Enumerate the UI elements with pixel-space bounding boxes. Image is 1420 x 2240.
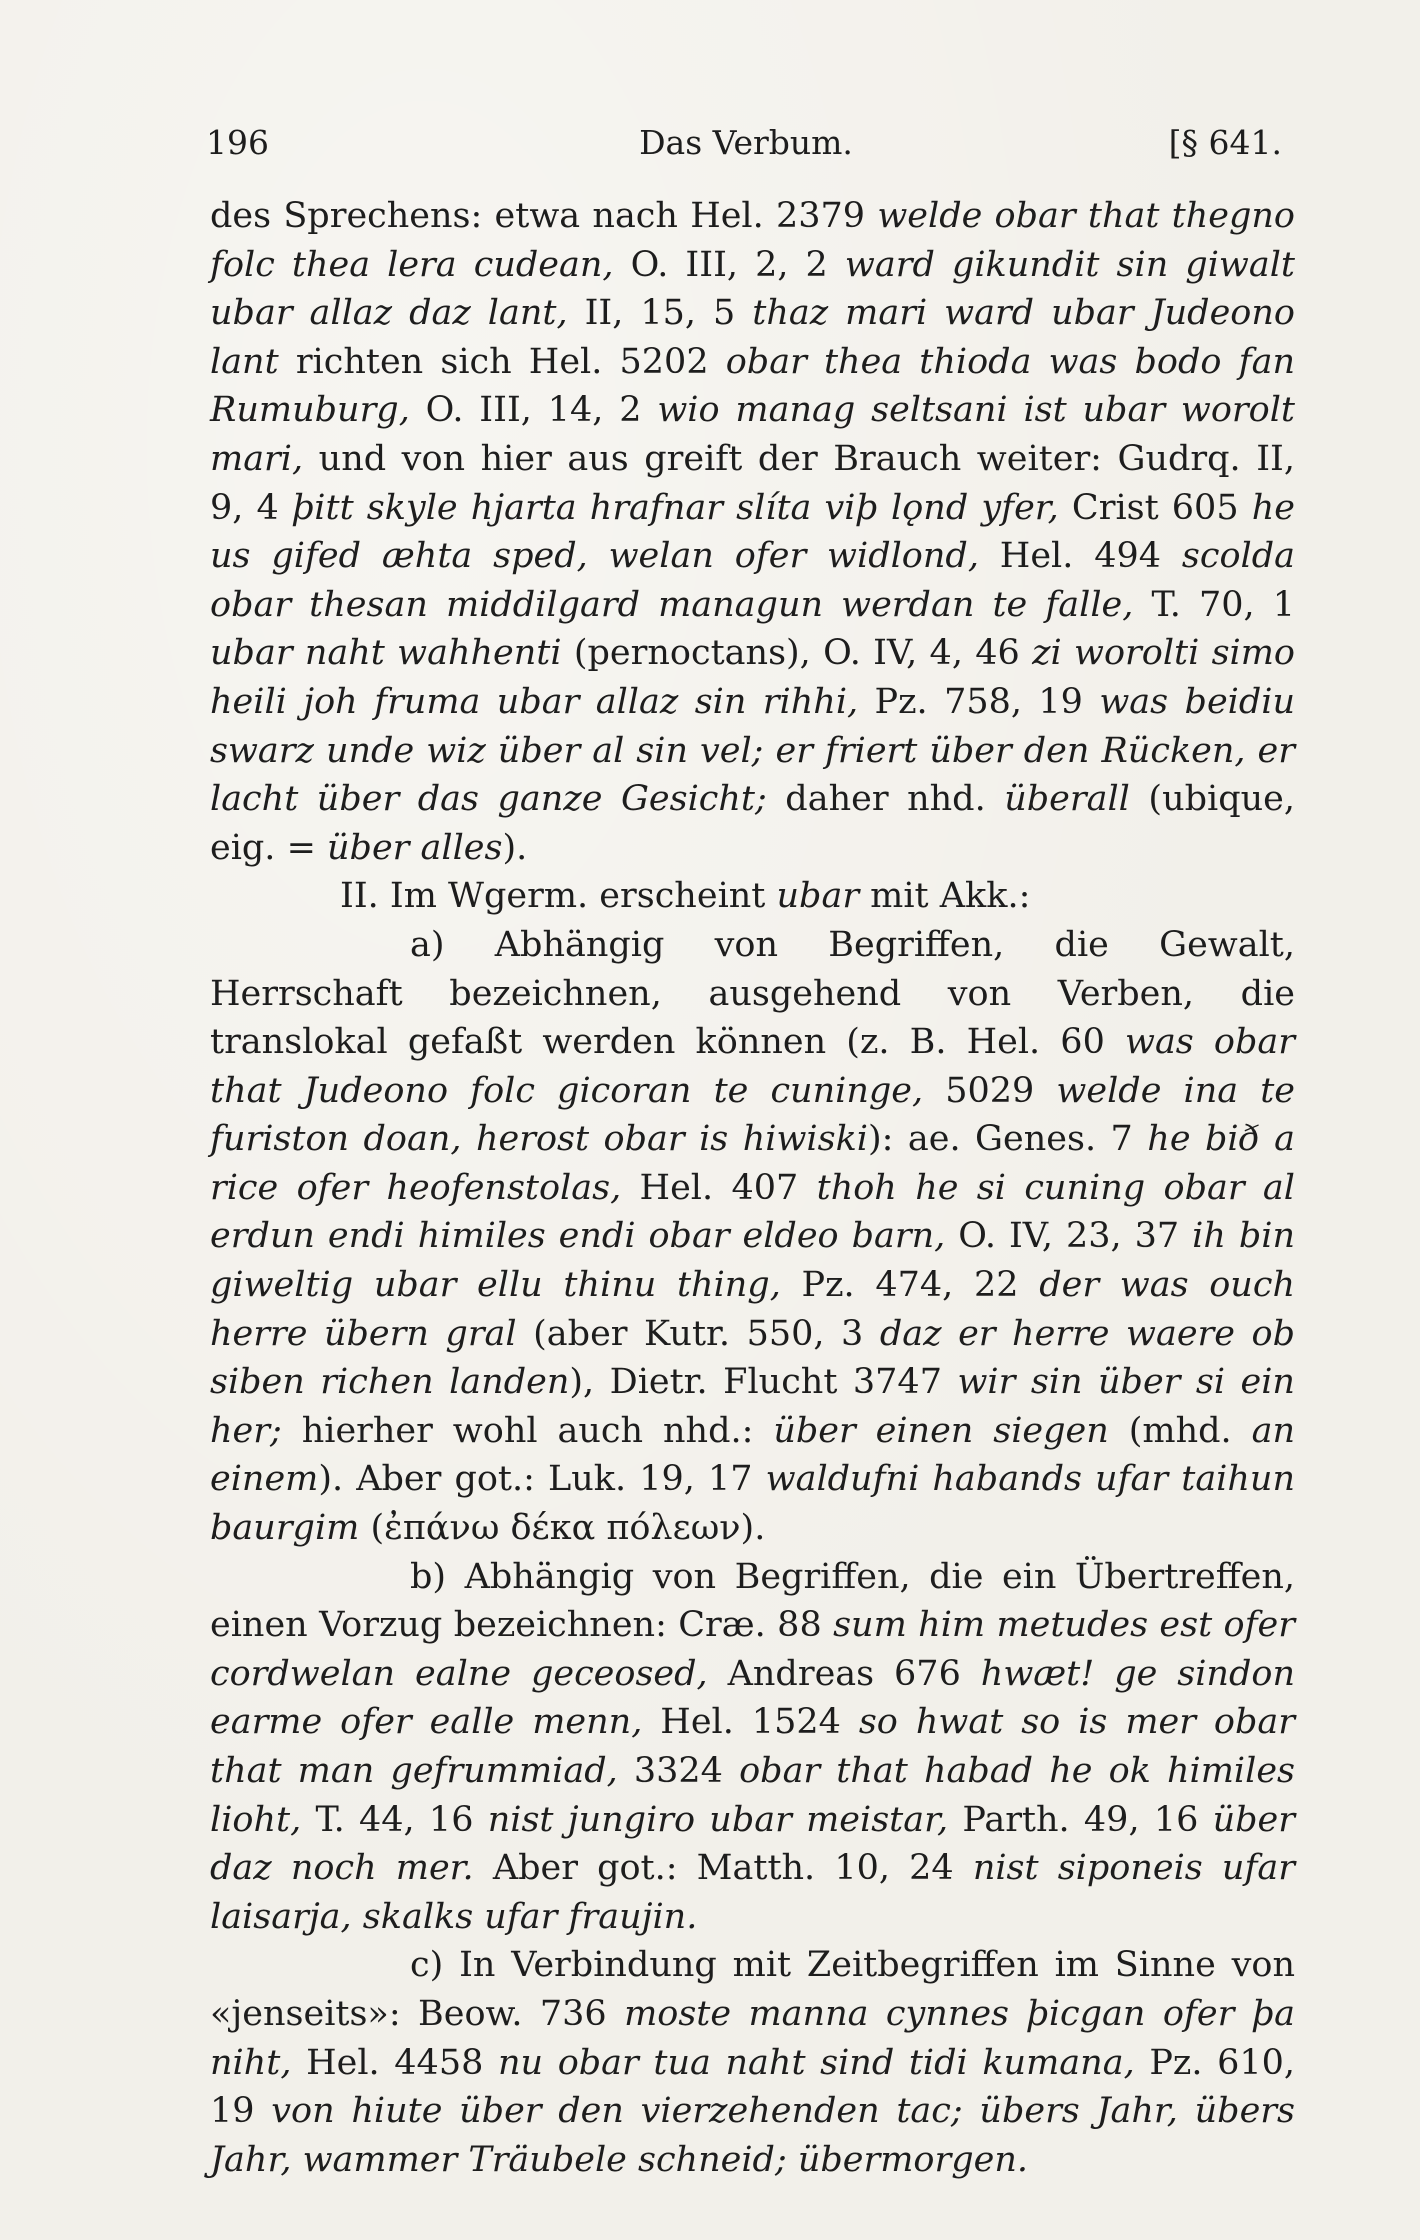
section-reference: [§ 641. [1168, 123, 1282, 162]
italic-quotation: hwæt! ge sindon earme ofer ealle menn, [210, 1653, 1295, 1743]
chapter-title: Das Verbum. [639, 123, 853, 162]
italic-quotation: he bið a rice ofer heofenstolas, [210, 1119, 1296, 1208]
italic-quotation: so hwat so is mer obar that man gefrummiad, [210, 1702, 1295, 1791]
text-run: hierher wohl auch nhd.: [281, 1410, 774, 1451]
text-run: c) In Verbindung mit Zeitbegriffen im Sinne von «jenseits»: Beow. 736 [210, 1945, 1295, 2034]
italic-quotation: he us gifed æhta sped, welan ofer widlond, [210, 487, 1295, 577]
italic-quotation: über daz noch mer. [210, 1799, 1295, 1889]
text-run: richten sich Hel. 5202 [278, 341, 726, 382]
body-text [210, 192, 1295, 2184]
paragraph-c [210, 1941, 1295, 2184]
italic-quotation: thoh he si cuning obar al erdun endi himiles endi obar eldeo barn, [210, 1167, 1295, 1257]
italic-quotation: obar thea thioda was bodo fan Rumuburg, [210, 341, 1295, 431]
paragraph-continuation [210, 192, 1295, 872]
text-run: ). [502, 827, 528, 868]
text-run: (ubique, eig. = [210, 779, 1295, 868]
text-run: Hel. 4458 [291, 2042, 498, 2083]
text-run: O. III, 14, 2 [409, 390, 658, 431]
italic-quotation: wir sin über si ein her; [210, 1362, 1295, 1451]
italic-quotation: moste manna cynnes þicgan ofer þa niht, [210, 1993, 1295, 2083]
text-run: Andreas 676 [707, 1653, 981, 1694]
italic-quotation: thaz mari ward ubar Judeono lant [210, 293, 1295, 382]
page-number: 196 [206, 123, 269, 162]
italic-quotation: was beidiu swarz unde wiz über al sin vel; er friert über den Rücken, er lacht über das ganze Gesicht; [210, 681, 1295, 820]
paragraph-section-ii [210, 872, 1295, 921]
text-run: ), Dietr. Flucht 3747 [569, 1362, 958, 1403]
text-run: und von hier aus greift der Brauch weiter: Gudrq. II, 9, 4 [210, 438, 1295, 528]
text-run: daher nhd. [766, 779, 1005, 820]
italic-quotation: þitt skyle hjarta hrafnar slíta viþ lǫnd yfer, [291, 487, 1059, 528]
italic-quotation: scolda obar thesan middilgard managun werdan te falle, [210, 536, 1295, 625]
text-run: 5029 [923, 1070, 1057, 1111]
italic-quotation: überall [1004, 779, 1130, 820]
italic-quotation: welde ina te furiston doan, herost obar is hiwiski [210, 1070, 1295, 1160]
italic-quotation: über einen siegen [773, 1410, 1109, 1451]
italic-quotation: ubar naht wahhenti [210, 633, 562, 674]
text-run: O. III, 2, 2 [613, 244, 845, 285]
text-run: Aber got.: Matth. 10, 24 [473, 1848, 973, 1889]
text-run: (mhd. [1108, 1410, 1252, 1451]
text-run: Hel. 1524 [642, 1702, 859, 1743]
italic-quotation: welde obar that thegno folc thea lera cudean, [210, 196, 1296, 285]
text-run: des Sprechens: etwa nach Hel. 2379 [210, 196, 878, 236]
text-run: T. 44, 16 [301, 1799, 488, 1840]
italic-quotation: an einem [210, 1410, 1296, 1500]
italic-quotation: waldufni habands ufar taihun baurgim [210, 1459, 1295, 1549]
italic-quotation: zi worolti simo heili joh fruma ubar allaz sin rihhi, [210, 633, 1295, 722]
running-header [206, 122, 1286, 164]
italic-quotation: nu obar tua naht sind tidi kumana, [497, 2042, 1135, 2083]
italic-quotation: was obar that Judeono folc gicoran te cuninge, [210, 1022, 1295, 1111]
text-run: ). Aber got.: Luk. 19, 17 [318, 1459, 766, 1500]
text-run: 3324 [617, 1751, 740, 1791]
text-run: O. IV, 23, 37 [945, 1216, 1193, 1257]
italic-quotation: obar that habad he ok himiles lioht, [210, 1751, 1295, 1840]
text-run: II. Im Wgerm. erscheint [340, 876, 777, 917]
text-run: T. 70, 1 [1133, 584, 1295, 625]
italic-quotation: ward gikundit sin giwalt ubar allaz daz lant, [210, 244, 1295, 334]
italic-quotation: ubar [776, 876, 860, 917]
text-run: a) Abhängig von Begriffen, die Gewalt, Herrschaft bezeichnen, ausgehend von Verben, die translokal gefaßt werden können (z. B. Hel. 60 [210, 924, 1295, 1063]
text-run: (aber Kutr. 550, 3 [516, 1313, 880, 1354]
italic-quotation: der was ouch herre übern gral [210, 1265, 1295, 1354]
text-run: Pz. 610, 19 [210, 2042, 1296, 2132]
italic-quotation: daz er herre waere ob siben richen landen [210, 1313, 1296, 1403]
paragraph-a [210, 921, 1295, 1553]
italic-quotation: von hiute über den vierzehenden tac; übers Jahr, übers Jahr, wammer Träubele schneid; übermorgen. [210, 2091, 1295, 2180]
italic-quotation: nist siponeis ufar laisarja, skalks ufar fraujin. [210, 1848, 1295, 1937]
text-run: (ἐπάνω δέκα πόλεων). [359, 1508, 766, 1549]
text-run: Crist 605 [1058, 487, 1252, 528]
text-run: b) Abhängig von Begriffen, die ein Übertreffen, einen Vorzug bezeichnen: Cræ. 88 [210, 1556, 1295, 1646]
text-run: Hel. 407 [621, 1167, 817, 1208]
text-run: mit Akk.: [859, 876, 1031, 917]
italic-quotation: wio manag seltsani ist ubar worolt mari, [210, 390, 1295, 479]
text-run: Pz. 758, 19 [858, 681, 1100, 722]
paragraph-b [210, 1553, 1295, 1942]
italic-quotation: über alles [327, 827, 503, 868]
text-run: Pz. 474, 22 [780, 1265, 1040, 1306]
text-run: II, 15, 5 [567, 293, 753, 334]
text-run: (pernoctans), O. IV, 4, 46 [561, 633, 1033, 674]
italic-quotation: nist jungiro ubar meistar, [487, 1799, 949, 1840]
text-run: Parth. 49, 16 [948, 1799, 1213, 1840]
text-run: Hel. 494 [978, 536, 1182, 577]
italic-quotation: sum him metudes est ofer cordwelan ealne geceosed, [210, 1605, 1295, 1694]
italic-quotation: ih bin giweltig ubar ellu thinu thing, [210, 1216, 1295, 1306]
text-run: ): ae. Genes. 7 [867, 1119, 1148, 1160]
